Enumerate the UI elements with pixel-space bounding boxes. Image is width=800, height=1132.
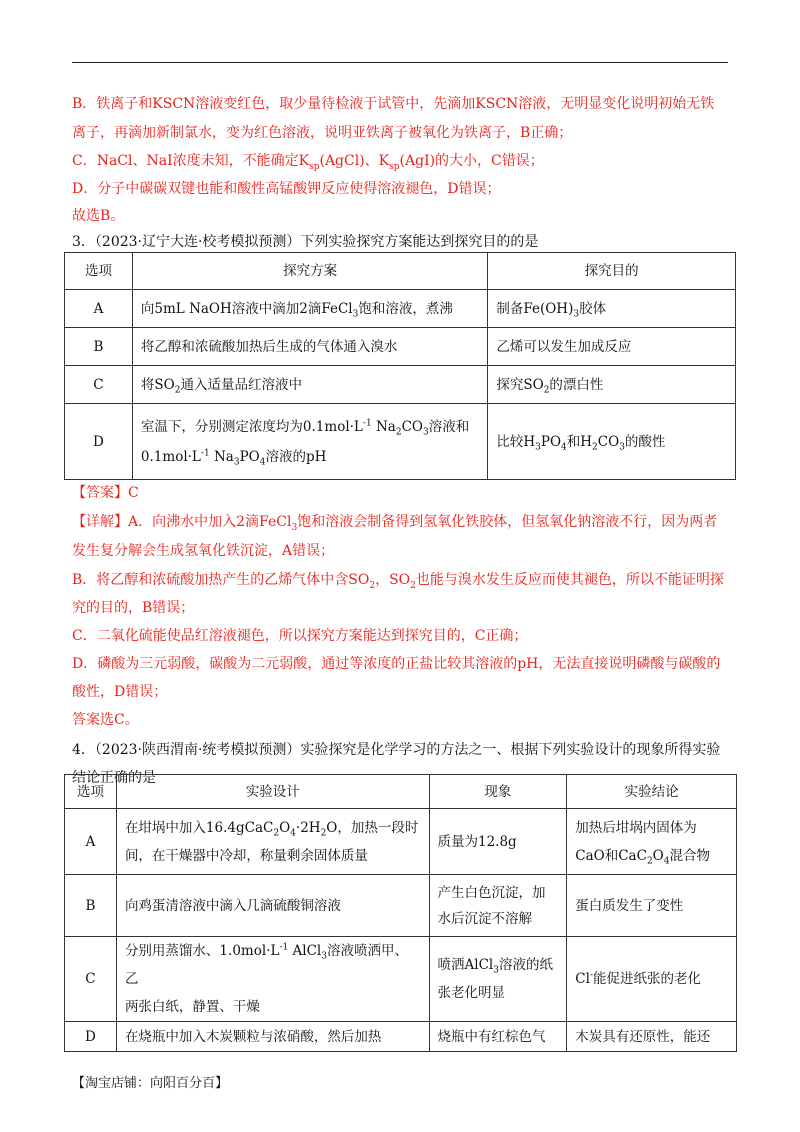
table-row [65, 809, 737, 875]
conclusion-cell: 加热后坩埚内固体为 CaO和$CaC_2O_4$混合物 [567, 809, 737, 875]
plan-cell: 向5mL NaOH溶液中滴加2滴FeCl$_3$饱和溶液，煮沸 [132, 290, 487, 328]
q3-conclusion: 答案选C。 [72, 712, 139, 728]
plan-cell: 将乙醇和浓硫酸加热后生成的气体通入溴水 [132, 328, 487, 366]
phenomenon-cell: 喷洒AlCl$_3$溶液的纸 张老化明显 [429, 937, 567, 1022]
q3-table [64, 252, 736, 480]
option-cell: C [65, 366, 133, 404]
prev-explain-d: D．分子中碳碳双键也能和酸性高锰酸钾反应使得溶液褪色，D错误； [72, 181, 501, 197]
plan-cell: 将$SO_2$通入适量品红溶液中 [132, 366, 487, 404]
table-row [65, 328, 736, 366]
goal-cell: 探究$SO_2$的漂白性 [488, 366, 736, 404]
conclusion-cell: 蛋白质发生了变性 [567, 875, 737, 937]
prev-explain-c: C．NaCl、NaI浓度未知，不能确定$K_{sp}(AgCl)$、$K_{sp}(AgI)$的大小，C错误； [72, 153, 544, 172]
table-row [65, 366, 736, 404]
q3-answer: 【答案】C [72, 485, 139, 501]
plan-cell: 室温下，分别测定浓度均为$0.1mol\cdot L^{-1}$ $Na_2CO_3$溶液和 $0.1mol\cdot L^{-1}$ $Na_3PO_4$溶液的pH [132, 404, 487, 480]
goal-cell: 制备$Fe(OH)_3$胶体 [488, 290, 736, 328]
header-cell: 探究方案 [132, 253, 487, 290]
design-cell: 在烧瓶中加入木炭颗粒与浓硝酸，然后加热 [116, 1022, 429, 1052]
prev-explain-b-line2: 离子，再滴加新制氯水，变为红色溶液，说明亚铁离子被氧化为铁离子，B正确； [72, 125, 573, 141]
q3-stem: 3．（2023·辽宁大连·校考模拟预测）下列实验探究方案能达到探究目的的是 [72, 234, 539, 250]
option-cell: D [65, 1022, 117, 1052]
goal-cell: 乙烯可以发生加成反应 [488, 328, 736, 366]
table-row [65, 875, 737, 937]
header-cell: 现象 [429, 775, 567, 809]
design-cell: 在坩埚中加入$16.4gCaC_2O_4\cdot 2H_2O$，加热一段时 间，在干燥器中冷却，称量剩余固体质量 [116, 809, 429, 875]
q3-explain-d-line1: D．磷酸为三元弱酸，碳酸为二元弱酸，通过等浓度的正盐比较其溶液的pH，无法直接说明磷酸与碳酸的 [72, 656, 721, 672]
phenomenon-cell: 质量为12.8g [429, 809, 567, 875]
table-row [65, 1022, 737, 1052]
option-cell: A [65, 290, 133, 328]
phenomenon-cell: 产生白色沉淀，加 水后沉淀不溶解 [429, 875, 567, 937]
q3-explain-d-line2: 酸性，D错误； [72, 684, 168, 700]
goal-cell: 比较$H_3PO_4$和$H_2CO_3$的酸性 [488, 404, 736, 480]
q3-explain-c: C．二氧化硫能使品红溶液褪色，所以探究方案能达到探究目的，C正确； [72, 628, 528, 644]
design-cell: 向鸡蛋清溶液中滴入几滴硫酸铜溶液 [116, 875, 429, 937]
prev-conclusion: 故选B。 [72, 208, 125, 224]
table-row [65, 253, 736, 290]
table-row [65, 404, 736, 480]
footer-shop-label: 【淘宝店铺：向阳百分百】 [72, 1076, 229, 1091]
option-cell: B [65, 875, 117, 937]
q4-table [64, 774, 737, 1052]
conclusion-cell: 木炭具有还原性，能还 [567, 1022, 737, 1052]
q3-explain-b-line1: B．将乙醇和浓硫酸加热产生的乙烯气体中含$SO_2$，$SO_2$也能与溴水发生反应而使其褪色，所以不能证明探 [72, 572, 724, 591]
option-cell: B [65, 328, 133, 366]
q3-explain-a-line1: 【详解】A．向沸水中加入2滴FeCl$_3$饱和溶液会制备得到氢氧化铁胶体，但氢氧化钠溶液不行，因为两者 [72, 514, 718, 533]
option-cell: D [65, 404, 133, 480]
q3-explain-b-line2: 究的目的，B错误； [72, 600, 195, 616]
q4-stem-line2: 结论正确的是 [72, 770, 156, 786]
conclusion-cell: Cl-能促进纸张的老化 [567, 937, 737, 1022]
q3-explain-a-line2: 发生复分解会生成氢氧化铁沉淀，A错误； [72, 543, 335, 559]
header-cell: 实验结论 [567, 775, 737, 809]
prev-explain-b-line1: B．铁离子和KSCN溶液变红色，取少量待检液于试管中，先滴加KSCN溶液，无明显变化说明初始无铁 [72, 96, 715, 112]
header-rule [72, 62, 728, 63]
option-cell: A [65, 809, 117, 875]
table-row [65, 775, 737, 809]
table-row [65, 290, 736, 328]
header-cell: 选项 [65, 253, 133, 290]
q4-stem-line1: 4．（2023·陕西渭南·统考模拟预测）实验探究是化学学习的方法之一、根据下列实验设计的现象所得实验 [72, 742, 721, 758]
phenomenon-cell: 烧瓶中有红棕色气 [429, 1022, 567, 1052]
header-cell: 探究目的 [488, 253, 736, 290]
header-cell: 选项 [65, 775, 117, 809]
design-cell: 分别用蒸馏水、$1.0mol\cdot L^{-1}$ AlCl$_3$溶液喷洒甲、乙 两张白纸，静置、干燥 [116, 937, 429, 1022]
option-cell: C [65, 937, 117, 1022]
header-cell: 实验设计 [116, 775, 429, 809]
table-row [65, 937, 737, 1022]
